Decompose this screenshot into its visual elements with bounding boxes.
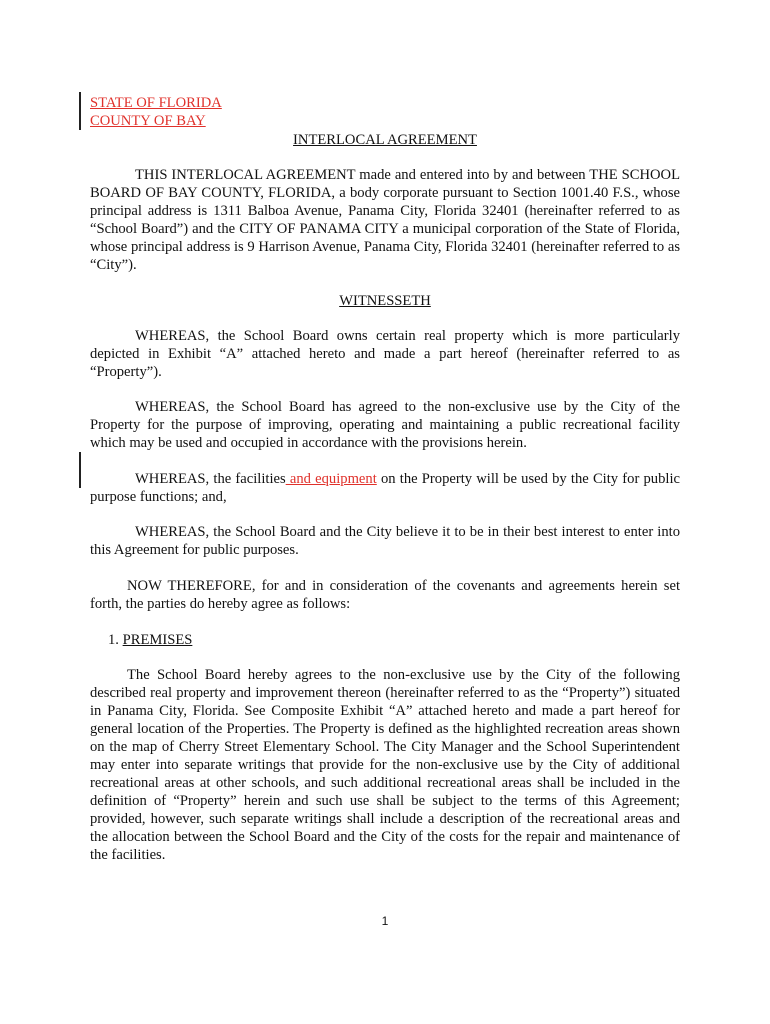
whereas-paragraph-2: WHEREAS, the School Board has agreed to the non-exclusive use by the City of the Property for the purpose of improving, operating and maintaining a public recreational facility which may be used and occupied in accordance with the provisions herein. <box>90 399 680 451</box>
section-1-title: PREMISES <box>122 632 193 648</box>
header-state: STATE OF FLORIDA <box>90 95 222 111</box>
section-1-number: 1. <box>108 632 119 648</box>
revision-change-bar-2 <box>79 452 81 488</box>
whereas3-text-before: WHEREAS, the facilities <box>135 471 286 487</box>
inserted-revision-text: and equipment <box>285 471 377 487</box>
header-county: COUNTY OF BAY <box>90 113 206 129</box>
revision-change-bar <box>79 92 81 130</box>
whereas3-text-after: on the Property will be used by the City for public purpose functions; and, <box>90 471 680 505</box>
document-title: INTERLOCAL AGREEMENT <box>293 132 477 148</box>
witnesseth-heading: WITNESSETH <box>339 293 431 309</box>
intro-paragraph: THIS INTERLOCAL AGREEMENT made and entered into by and between THE SCHOOL BOARD OF BAY COUNTY, FLORIDA, a body corporate pursuant to Section 1001.40 F.S., whose principal address is 1311 Balboa Avenue, Panama City, Florida 32401 (hereinafter referred to as “School Board”) and the CITY OF PANAMA CITY a municipal corporation of the State of Florida, whose principal address is 9 Harrison Avenue, Panama City, Florida 32401 (hereinafter referred to as “City”). <box>90 167 680 273</box>
whereas-paragraph-3 <box>90 470 680 506</box>
page-number: 1 <box>381 914 389 928</box>
whereas-paragraph-1: WHEREAS, the School Board owns certain real property which is more particularly depicted in Exhibit “A” attached hereto and made a part hereof (hereinafter referred to as “Property”). <box>90 328 680 380</box>
section-1-body: The School Board hereby agrees to the non-exclusive use by the City of the following described real property and improvement thereon (hereinafter referred to as the “Property”) situated in Panama City, Florida. See Composite Exhibit “A” attached hereto and made a part hereof for general location of the Properties. The Property is defined as the highlighted recreation areas shown on the map of Cherry Street Elementary School. The City Manager and the School Superintendent may enter into separate writings that provide for the non-exclusive use by the City of additional recreational areas at other schools, and such additional recreational areas shall be included in the definition of “Property” herein and such use shall be subject to the terms of this Agreement; provided, however, such separate writings shall include a description of the recreational areas and the allocation between the School Board and the City of the costs for the repair and maintenance of the facilities. <box>90 667 680 863</box>
whereas-paragraph-4: WHEREAS, the School Board and the City believe it to be in their best interest to enter into this Agreement for public purposes. <box>90 524 680 558</box>
now-therefore-paragraph: NOW THEREFORE, for and in consideration of the covenants and agreements herein set forth, the parties do hereby agree as follows: <box>90 578 680 612</box>
section-1-heading <box>108 631 192 649</box>
